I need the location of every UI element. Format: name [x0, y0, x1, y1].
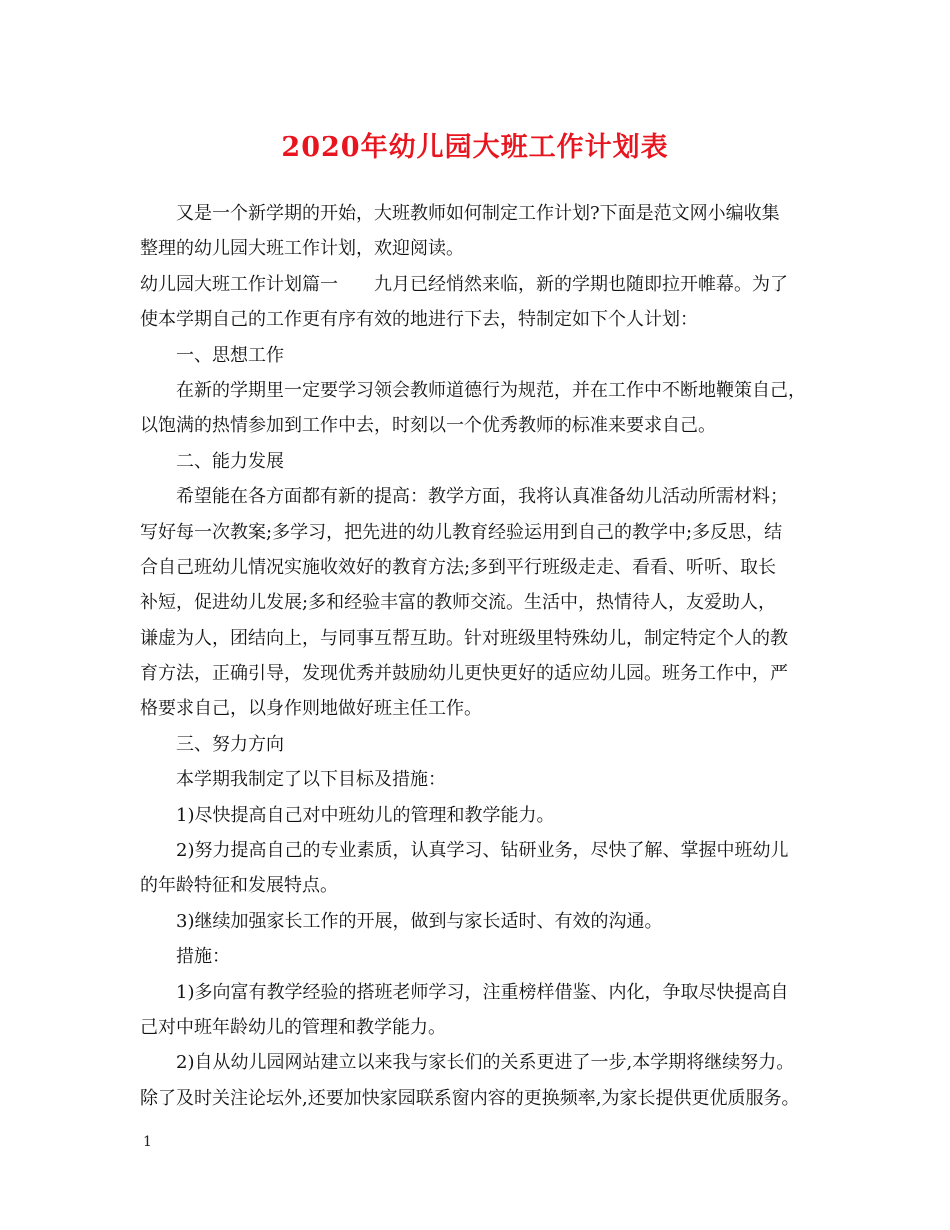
section-heading-inline: 幼儿园大班工作计划篇一 [140, 273, 338, 295]
paragraph-line: 在新的学期里一定要学习领会教师道德行为规范，并在工作中不断地鞭策自己， [176, 379, 806, 401]
paragraph-line: 己对中班年龄幼儿的管理和教学能力。 [140, 1016, 446, 1038]
document-body [140, 196, 812, 1116]
paragraph-line: 3)继续加强家长工作的开展，做到与家长适时、有效的沟通。 [176, 910, 663, 932]
paragraph-line: 整理的幼儿园大班工作计划，欢迎阅读。 [140, 238, 464, 260]
paragraph-line: 希望能在各方面都有新的提高：教学方面，我将认真准备幼儿活动所需材料； [176, 486, 788, 508]
paragraph-line: 格要求自己，以身作则地做好班主任工作。 [140, 698, 482, 720]
paragraph-line: 2)自从幼儿园网站建立以来我与家长们的关系更进了一步,本学期将继续努力。 [176, 1052, 795, 1074]
paragraph-line: 三、努力方向 [176, 733, 284, 755]
paragraph-line: 使本学期自己的工作更有序有效的地进行下去，特制定如下个人计划： [140, 309, 698, 331]
document-title: 2020年幼儿园大班工作计划表 [281, 132, 669, 163]
paragraph-line: 一、思想工作 [176, 344, 284, 366]
paragraph-line: 又是一个新学期的开始，大班教师如何制定工作计划?下面是范文网小编收集 [176, 203, 780, 224]
paragraph-line: 2)努力提高自己的专业素质，认真学习、钻研业务，尽快了解、掌握中班幼儿 [176, 840, 789, 862]
paragraph-text: 九月已经悄然来临，新的学期也随即拉开帷幕。为了 [374, 273, 788, 295]
paragraph-line: 合自己班幼儿情况实施收效好的教育方法;多到平行班级走走、看看、听听、取长 [140, 556, 777, 578]
paragraph-line: 二、能力发展 [176, 450, 284, 472]
paragraph-line: 育方法，正确引导，发现优秀并鼓励幼儿更快更好的适应幼儿园。班务工作中，严 [140, 663, 788, 685]
paragraph-line: 补短，促进幼儿发展;多和经验丰富的教师交流。生活中，热情待人，友爱助人， [140, 592, 777, 614]
paragraph-line: 谦虚为人，团结向上，与同事互帮互助。针对班级里特殊幼儿，制定特定个人的教 [140, 627, 788, 649]
paragraph-line: 以饱满的热情参加到工作中去，时刻以一个优秀教师的标准来要求自己。 [140, 415, 716, 437]
paragraph-line: 除了及时关注论坛外,还要加快家园联系窗内容的更换频率,为家长提供更优质服务。 [140, 1087, 800, 1109]
paragraph-line: 写好每一次教案;多学习，把先进的幼儿教育经验运用到自己的教学中;多反思，结 [140, 521, 783, 543]
page-number: 1 [143, 1134, 152, 1150]
paragraph-line: 1)尽快提高自己对中班幼儿的管理和教学能力。 [176, 804, 555, 826]
paragraph-line: 的年龄特征和发展特点。 [140, 875, 338, 897]
paragraph-line: 本学期我制定了以下目标及措施： [176, 769, 446, 791]
paragraph-line: 措施： [176, 946, 230, 968]
paragraph-line [140, 267, 812, 302]
paragraph-line: 1)多向富有教学经验的搭班老师学习，注重榜样借鉴、内化，争取尽快提高自 [176, 981, 789, 1003]
